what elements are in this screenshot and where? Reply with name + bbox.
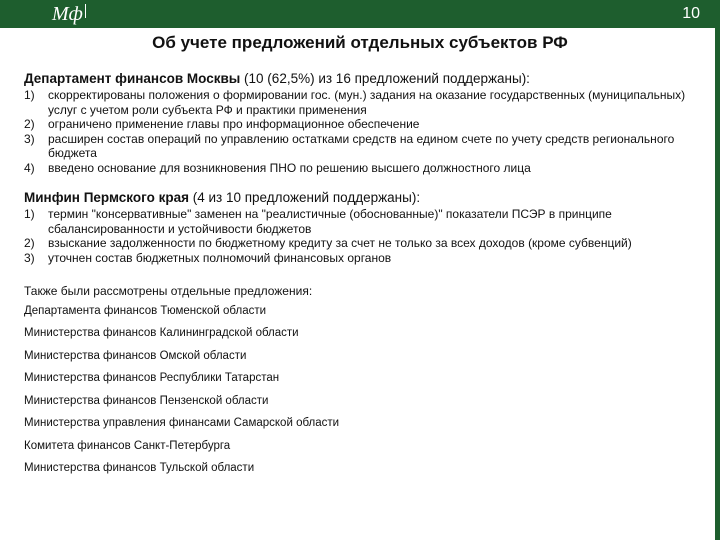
section-perm-list xyxy=(24,207,700,265)
page-number: 10 xyxy=(682,5,700,22)
org-item: Комитета финансов Санкт-Петербурга xyxy=(24,439,231,452)
org-item: Министерства финансов Республики Татарстан xyxy=(24,372,280,384)
slide-title: Об учете предложений отдельных субъектов РФ xyxy=(152,33,568,52)
list-item: 1) скорректированы положения о формировании гос. (мун.) задания на оказание государственных (муниципальных) услуг с учетом роли субъекта РФ и практики применения xyxy=(24,88,686,117)
list-item: 2) ограничено применение главы про информационное обеспечение xyxy=(24,117,420,131)
list-item: 3) расширен состав операций по управлению остатками средств на едином счете по учету средств регионального бюджета xyxy=(24,131,675,160)
org-item: Департамента финансов Тюменской области xyxy=(24,304,267,317)
org-item: Министерства финансов Тульской области xyxy=(24,462,255,474)
list-item: 2) взыскание задолженности по бюджетному кредиту за счет не только за всех доходов (кроме субвенций) xyxy=(24,236,632,250)
section-perm-summary: (4 из 10 предложений поддержаны): xyxy=(188,190,421,205)
minfin-logo: Мф xyxy=(52,2,86,26)
section-moscow-list xyxy=(24,88,700,175)
org-item: Министерства управления финансами Самарской области xyxy=(24,417,340,429)
right-rail xyxy=(715,28,720,540)
section-perm-org: Минфин Пермского края xyxy=(24,190,189,205)
slide-content xyxy=(24,70,700,484)
section-perm-heading xyxy=(24,189,700,206)
org-item: Министерства финансов Калининградской области xyxy=(24,327,299,339)
list-item: 4) введено основание для возникновения ПНО по решению высшего должностного лица xyxy=(24,160,531,175)
list-item: 1) термин "консервативные" заменен на "реалистичные (обоснованные)" показатели ПСЭР в принципе сбалансированности и устойчивости бюджетов xyxy=(24,207,612,236)
section-moscow-summary: (10 (62,5%) из 16 предложений поддержаны): xyxy=(240,71,530,86)
also-considered-label: Также были рассмотрены отдельные предложения: xyxy=(24,284,313,298)
header-bar xyxy=(0,0,720,28)
other-orgs-list xyxy=(24,304,700,484)
list-item: 3) уточнен состав бюджетных полномочий финансовых органов xyxy=(24,250,392,265)
org-item: Министерства финансов Омской области xyxy=(24,349,247,362)
section-moscow-heading xyxy=(24,70,700,87)
org-item: Министерства финансов Пензенской области xyxy=(24,394,269,407)
section-moscow-org: Департамент финансов Москвы xyxy=(24,71,241,86)
